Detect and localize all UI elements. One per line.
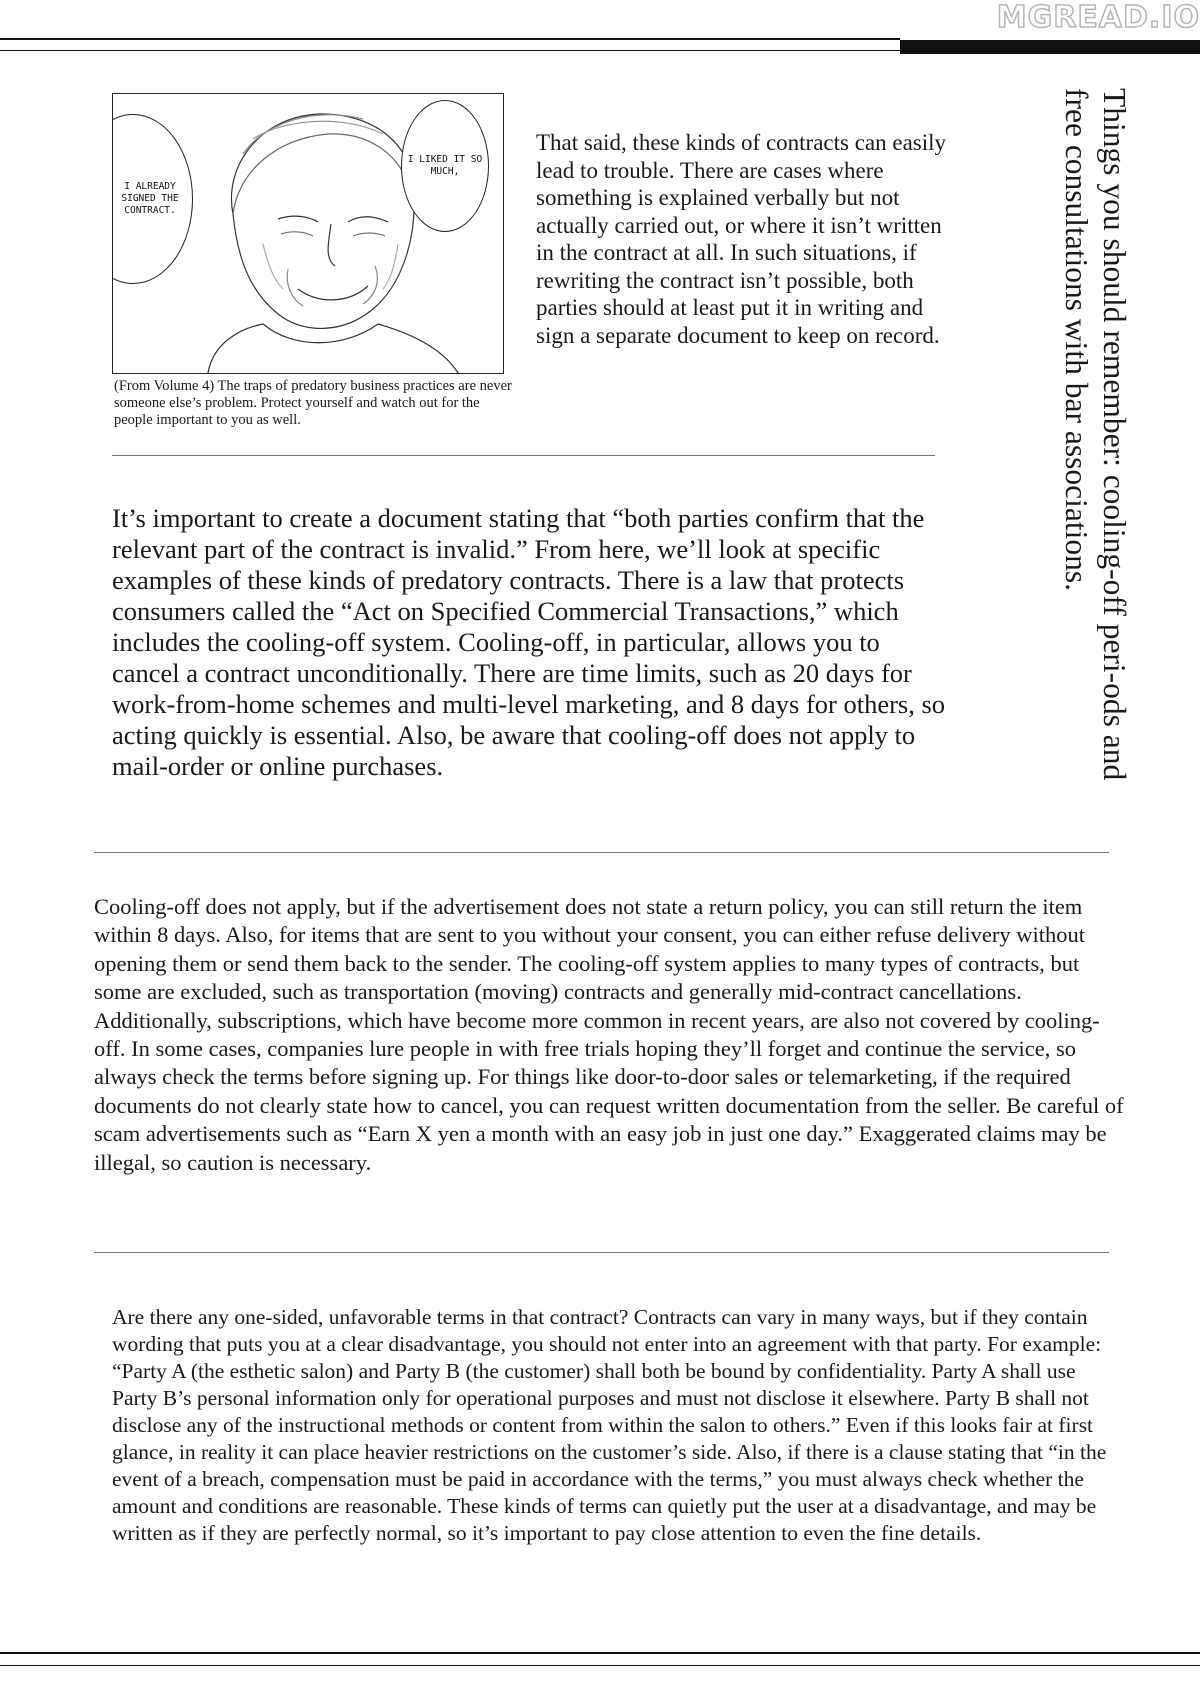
manga-panel bbox=[112, 93, 504, 374]
watermark-logo: MGREAD.IO bbox=[996, 0, 1200, 35]
speech-bubble-right: I LIKED IT SO MUCH, bbox=[401, 100, 489, 232]
paragraph-cooling-off-system: It’s important to create a document stating that “both parties confirm that the relevant part of the contract is invalid.” From here, we’ll look at specific examples of these kinds of predatory contracts. There is a law that protects consumers called the “Act on Specified Commercial Transactions,” which includes the cooling-off system. Cooling-off, in particular, allows you to cancel a contract unconditionally. There are time limits, such as 20 days for work-from-home schemes and multi-level marketing, and 8 days for others, so acting quickly is essential. Also, be aware that cooling-off does not apply to mail-order or online purchases. bbox=[112, 503, 946, 781]
top-rule-bold-bar bbox=[900, 40, 1200, 54]
panel-caption: (From Volume 4) The traps of predatory business practices are never someone else’s problem. Protect yourself and watch out for the people important to you as well. bbox=[114, 378, 512, 428]
bottom-rule-thin bbox=[0, 1665, 1200, 1666]
vertical-heading: Things you should remember: cooling-off peri-ods and free consultations with bar associations. bbox=[1059, 88, 1132, 781]
divider-3 bbox=[94, 1252, 1109, 1253]
bottom-rule bbox=[0, 1652, 1200, 1654]
paragraph-contract-trouble: That said, these kinds of contracts can easily lead to trouble. There are cases where something is explained verbally but not actually carried out, or where it isn’t written in the contract at all. In such situations, if rewriting the contract isn’t possible, both parties should at least put it in writing and sign a separate document to keep on record. bbox=[536, 130, 947, 348]
top-rule-thin bbox=[0, 50, 900, 51]
top-rule bbox=[0, 38, 900, 40]
paragraph-cooling-off-exceptions: Cooling-off does not apply, but if the advertisement does not state a return policy, you can still return the item within 8 days. Also, for items that are sent to you without your consent, you can either refuse delivery without opening them or send them back to the sender. The cooling-off system applies to many types of contracts, but some are excluded, such as transportation (moving) contracts and generally mid-contract cancellations. Additionally, subscriptions, which have become more common in recent years, are also not covered by cooling-off. In some cases, companies lure people in with free trials hoping they’ll forget and continue the service, so always check the terms before signing up. For things like door-to-door sales or telemarketing, if the required documents do not clearly state how to cancel, you can request written documentation from the seller. Be careful of scam advertisements such as “Earn X yen a month with an easy job in just one day.” Exaggerated claims may be illegal, so caution is necessary. bbox=[94, 894, 1124, 1175]
paragraph-unfavorable-terms: Are there any one-sided, unfavorable terms in that contract? Contracts can vary in many ways, but if they contain wording that puts you at a clear disadvantage, you should not enter into an agreement with that party. For example: “Party A (the esthetic salon) and Party B (the customer) shall both be bound by confidentiality. Party A shall use Party B’s personal information only for operational purposes and must not disclose it elsewhere. Party B shall not disclose any of the instructional methods or content from within the salon to others.” Even if this looks fair at first glance, in reality it can place heavier restrictions on the customer’s side. Also, if there is a clause stating that “in the event of a breach, compensation must be paid in accordance with the terms,” you must always check whether the amount and conditions are reasonable. These kinds of terms can quietly put the user at a disadvantage, and may be written as if they are perfectly normal, so it’s important to pay close attention to even the fine details. bbox=[112, 1305, 1107, 1545]
divider-2 bbox=[94, 852, 1109, 853]
divider-1 bbox=[112, 455, 935, 456]
speech-bubble-left: I ALREADY SIGNED THE CONTRACT. bbox=[112, 114, 193, 284]
